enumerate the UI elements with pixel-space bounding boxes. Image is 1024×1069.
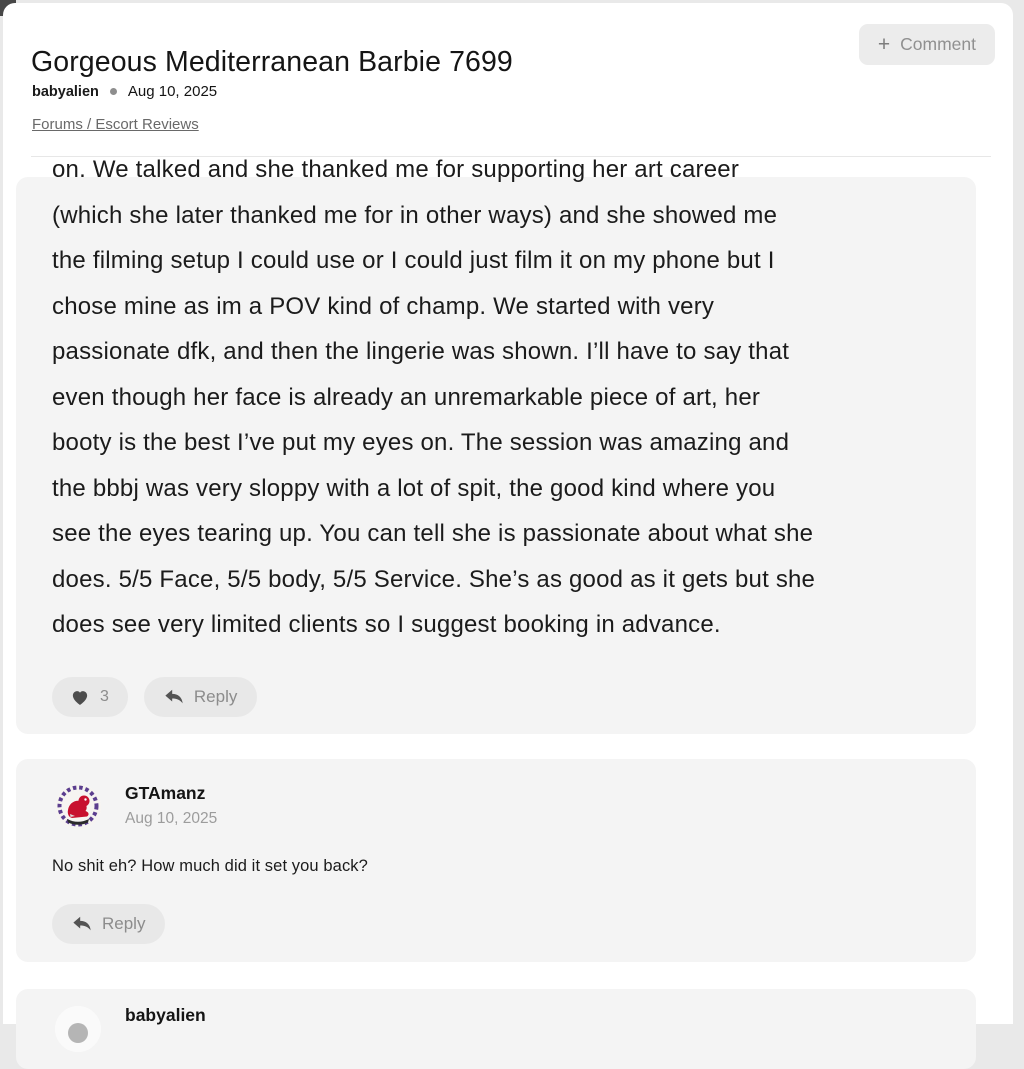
breadcrumb[interactable]: Forums / Escort Reviews — [32, 116, 199, 133]
post-text-line: even though her face is already an unremarkable piece of art, her — [52, 383, 761, 411]
post-reply-button[interactable] — [144, 677, 257, 717]
comment-author[interactable]: babyalien — [125, 1005, 206, 1025]
post-text-line: does. 5/5 Face, 5/5 body, 5/5 Service. She’s as good as it gets but she — [52, 565, 816, 593]
comment-card — [16, 989, 976, 1069]
thread-date: Aug 10, 2025 — [127, 83, 218, 100]
comment-author[interactable]: GTAmanz — [125, 783, 206, 803]
thread-page — [3, 3, 1013, 1024]
reply-button-label: Reply — [102, 914, 146, 933]
post-text-line: does see very limited clients so I suggest booking in advance. — [52, 611, 721, 638]
post-text-line: booty is the best I’ve put my eyes on. The session was amazing and — [52, 429, 790, 456]
add-comment-button[interactable] — [859, 24, 995, 65]
like-count: 3 — [100, 688, 109, 705]
reply-button-label: Reply — [193, 687, 238, 706]
comment-date: Aug 10, 2025 — [125, 810, 218, 827]
post-text-line: on. We talked and she thanked me for supporting her art career — [52, 156, 740, 183]
post-body — [52, 156, 946, 673]
reply-arrow-icon — [164, 688, 184, 706]
post-text-line: passionate dfk, and then the lingerie was shown. I’ll have to say that — [52, 338, 790, 365]
main-post-card — [16, 156, 976, 734]
thread-byline — [32, 83, 217, 100]
reply-arrow-icon — [72, 915, 92, 933]
plus-icon: + — [877, 33, 891, 56]
post-text-line: the filming setup I could use or I could just film it on my phone but I — [52, 247, 775, 274]
heart-icon — [71, 689, 89, 706]
post-text-line: the bbbj was very sloppy with a lot of spit, the good kind where you — [52, 474, 776, 502]
post-text-line: (which she later thanked me for in other ways) and she showed me — [52, 201, 778, 229]
post-text-line: chose mine as im a POV kind of champ. We started with very — [52, 292, 715, 320]
raptors-logo-avatar[interactable] — [55, 784, 101, 830]
post-actions — [52, 677, 257, 717]
thread-author[interactable]: babyalien — [32, 83, 99, 100]
bullet-separator-icon — [110, 88, 117, 95]
comment-card — [16, 759, 976, 962]
default-user-avatar[interactable] — [55, 1006, 101, 1052]
post-text-line: see the eyes tearing up. You can tell she is passionate about what she — [52, 520, 814, 547]
comment-reply-button[interactable] — [52, 904, 165, 944]
comment-button-label: Comment — [900, 34, 976, 54]
like-button[interactable] — [52, 677, 128, 717]
comment-text: No shit eh? How much did it set you back? — [52, 857, 368, 875]
page-title: Gorgeous Mediterranean Barbie 7699 — [31, 46, 513, 79]
